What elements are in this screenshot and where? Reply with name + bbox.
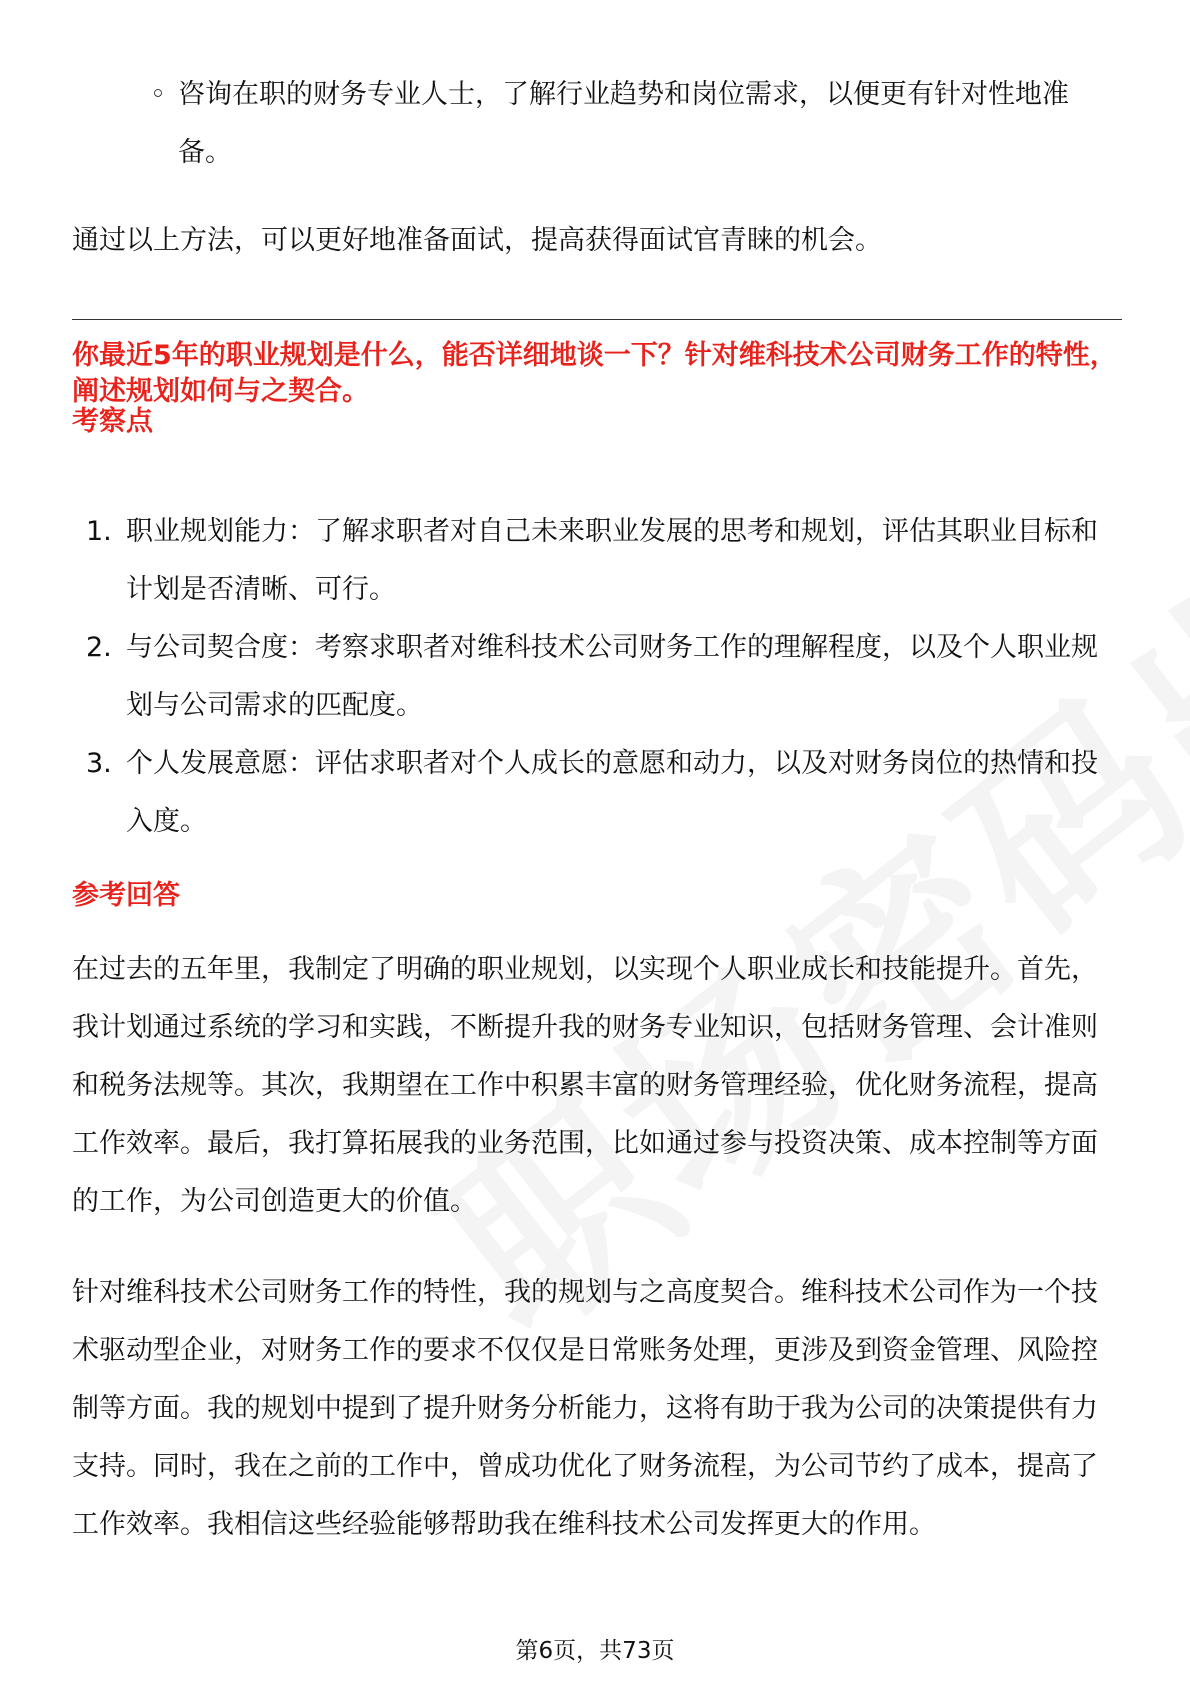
summary-paragraph: 通过以上方法，可以更好地准备面试，提高获得面试官青睐的机会。 <box>72 225 882 256</box>
list-item <box>72 503 1122 619</box>
list-item-text: 个人发展意愿：评估求职者对个人成长的意愿和动力，以及对财务岗位的热情和投入度。 <box>126 748 1098 837</box>
section-divider <box>72 319 1122 320</box>
list-number: 3. <box>86 748 112 779</box>
list-item-text: 职业规划能力：了解求职者对自己未来职业发展的思考和规划，评估其职业目标和计划是否清晰、可行。 <box>126 516 1098 605</box>
interview-question: 你最近5年的职业规划是什么，能否详细地谈一下？针对维科技术公司财务工作的特性，阐述规划如何与之契合。 <box>72 340 1117 407</box>
page-number: 第6页，共73页 <box>515 1638 675 1664</box>
assessment-heading: 考察点 <box>72 406 153 437</box>
list-number: 2. <box>86 632 112 663</box>
list-item <box>72 735 1122 851</box>
answer-paragraph: 针对维科技术公司财务工作的特性，我的规划与之高度契合。维科技术公司作为一个技术驱动型企业，对财务工作的要求不仅仅是日常账务处理，更涉及到资金管理、风险控制等方面。我的规划中提到了提升财务分析能力，这将有助于我为公司的决策提供有力支持。同时，我在之前的工作中，曾成功优化了财务流程，为公司节约了成本，提高了工作效率。我相信这些经验能够帮助我在维科技术公司发挥更大的作用。 <box>72 1277 1098 1540</box>
assessment-list <box>72 503 1122 851</box>
list-number: 1. <box>86 516 112 547</box>
answer-paragraph: 在过去的五年里，我制定了明确的职业规划，以实现个人职业成长和技能提升。首先，我计划通过系统的学习和实践，不断提升我的财务专业知识，包括财务管理、会计准则和税务法规等。其次，我期望在工作中积累丰富的财务管理经验，优化财务流程，提高工作效率。最后，我打算拓展我的业务范围，比如通过参与投资决策、成本控制等方面的工作，为公司创造更大的价值。 <box>72 954 1098 1217</box>
bullet-marker: ◦ <box>150 79 166 110</box>
list-item-text: 与公司契合度：考察求职者对维科技术公司财务工作的理解程度，以及个人职业规划与公司需求的匹配度。 <box>126 632 1098 721</box>
bullet-list-item <box>150 66 1110 182</box>
list-item <box>72 619 1122 735</box>
bullet-text: 咨询在职的财务专业人士，了解行业趋势和岗位需求，以便更有针对性地准备。 <box>178 79 1069 168</box>
reference-answer-heading: 参考回答 <box>72 880 180 911</box>
